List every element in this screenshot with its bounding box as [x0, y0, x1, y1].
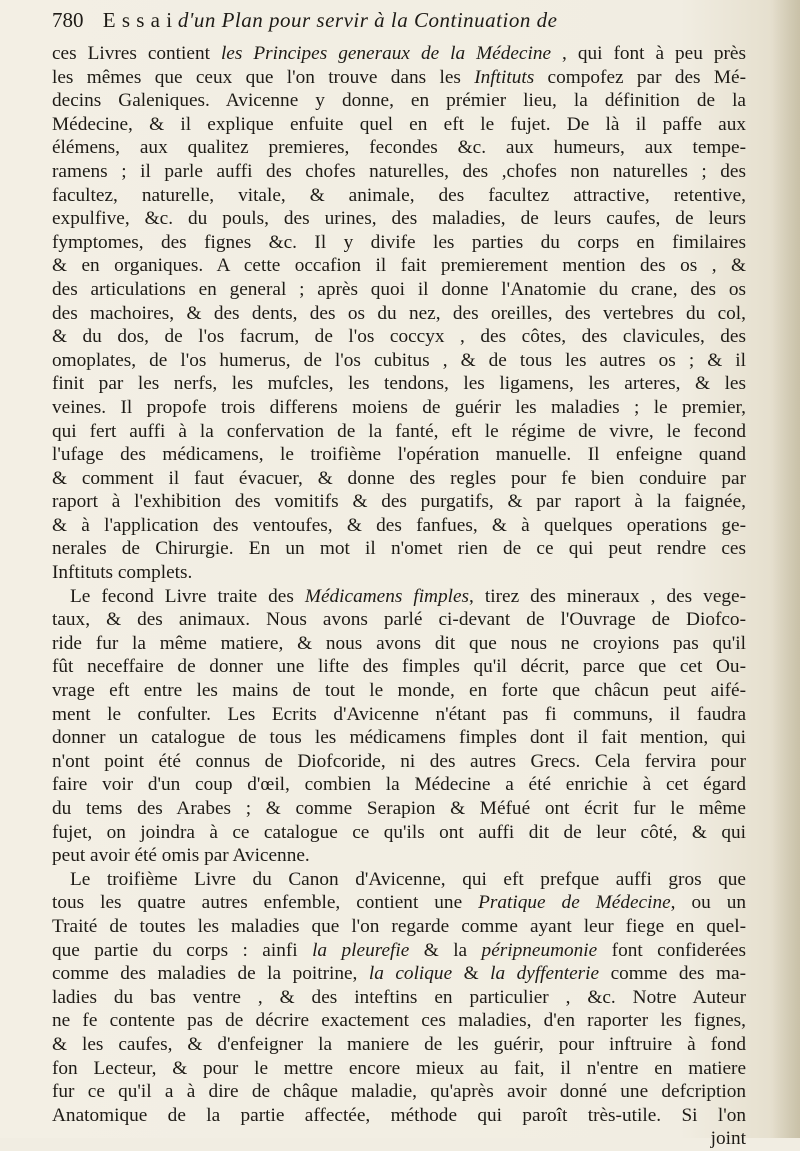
text-run: fût neceffaire de donner une lifte des fimples qu'il décrit, parce que cet Ou- [52, 656, 746, 678]
text-line [52, 726, 746, 750]
text-line [52, 821, 746, 845]
text-run: peut avoir été omis par Avicenne. [52, 845, 310, 867]
text-run: omoplates, de l'os humerus, de l'os cubitus , & de tous les autres os ; & il [52, 349, 746, 371]
text-run: & les caufes, & d'enfeigner la maniere de les guérir, pour inftruire à fond [52, 1033, 746, 1055]
text-run: & comment il faut évacuer, & donne des regles pour fe bien conduire par [52, 467, 746, 489]
text-run: joint [710, 1128, 746, 1150]
text-run: compofez par des Mé- [534, 66, 746, 88]
text-run: finit par les nerfs, les mufcles, les tendons, les ligamens, les arteres, & les [52, 373, 746, 395]
text-run: ride fur la même matiere, & nous avons dit que nous ne croyions pas qu'il [52, 632, 746, 654]
text-line [52, 420, 746, 444]
text-run: fur ce qu'il a à dire de châque maladie, qu'après avoir donné une defcription [52, 1081, 746, 1103]
italic-text: la dyffenterie [490, 963, 600, 985]
text-line [52, 184, 746, 208]
text-run: & à l'application des ventoufes, & des fanfues, & à quelques operations ge- [52, 514, 746, 536]
text-line [52, 207, 746, 231]
text-line [52, 703, 746, 727]
text-run: l'ufage des médicamens, le troifième l'opération manuelle. Il enfeigne quand [52, 444, 746, 466]
text-line [52, 1057, 746, 1081]
text-run: Traité de toutes les maladies que l'on regarde comme ayant leur fiege en quel- [52, 915, 746, 937]
text-line [52, 561, 746, 585]
text-run: & [452, 963, 491, 985]
text-line [52, 891, 746, 915]
text-line [52, 490, 746, 514]
text-run: raport à l'exhibition des vomitifs & des purgatifs, & par raport à la faignée, [52, 491, 746, 513]
text-run: facultez, naturelle, vitale, & animale, des facultez attractive, retentive, [52, 184, 746, 206]
italic-text: la pleurefie [312, 939, 410, 961]
text-run: nerales de Chirurgie. En un mot il n'omet rien de ce qui peut rendre ces [52, 538, 746, 560]
text-run: decins Galeniques. Avicenne y donne, en prémier lieu, la définition de la [52, 90, 746, 112]
text-run: Inftituts complets. [52, 562, 193, 584]
text-line [52, 962, 746, 986]
text-line [52, 679, 746, 703]
text-line [52, 136, 746, 160]
text-line [52, 939, 746, 963]
text-run: comme des maladies de la poitrine, [52, 963, 369, 985]
italic-text: les Principes generaux de la Médecine [220, 43, 552, 64]
text-line [52, 514, 746, 538]
text-run: fon Lecteur, & pour le mettre encore mieux au fait, il n'entre en matiere [52, 1057, 746, 1079]
body-text [52, 42, 746, 1151]
text-line [52, 773, 746, 797]
text-line [52, 231, 746, 255]
text-line [52, 1127, 746, 1151]
text-run: Anatomique de la partie affectée, méthode qui paroît très-utile. Si l'on [52, 1104, 746, 1126]
italic-text: la colique [368, 963, 453, 985]
text-run: ladies du bas ventre , & des inteftins en particulier , &c. Notre Auteur [52, 986, 746, 1008]
text-run: & du dos, de l'os facrum, de l'os coccyx , des côtes, des clavicules, des [52, 326, 746, 348]
text-line [52, 302, 746, 326]
text-line [52, 608, 746, 632]
text-line [52, 443, 746, 467]
text-line [52, 655, 746, 679]
text-run: donner un catalogue de tous les médicamens fimples dont il fait mention, qui [52, 727, 746, 749]
text-run: faire voir d'un coup d'œil, combien la Médecine a été enrichie à cet égard [52, 774, 746, 796]
text-line [52, 113, 746, 137]
text-line [52, 42, 746, 66]
running-title-prefix: E s s a i [102, 8, 173, 32]
text-run: , ou un [670, 892, 747, 914]
text-run: & en organiques. A cette occafion il fait premierement mention des os , & [52, 255, 746, 277]
text-line [52, 632, 746, 656]
text-run: ces Livres contient [52, 43, 221, 64]
text-run: Le fecond Livre traite des [70, 585, 305, 607]
text-line [52, 868, 746, 892]
text-run: fymptomes, des fignes &c. Il y divife les parties du corps en fimilaires [52, 231, 746, 253]
page-number: 780 [52, 8, 84, 32]
text-run: Médecine, & il explique enfuite quel en eft le fujet. De là il paffe aux [52, 113, 746, 135]
text-line [52, 325, 746, 349]
italic-text: Pratique de Médecine [478, 892, 671, 914]
italic-text: Médicamens fimples [304, 585, 470, 607]
text-run: Le troifième Livre du Canon d'Avicenne, qui eft prefque auffi gros que [70, 868, 746, 890]
text-line [52, 1104, 746, 1128]
text-line [52, 1080, 746, 1104]
italic-text: péripneumonie [481, 939, 598, 961]
text-line [52, 160, 746, 184]
text-line [52, 254, 746, 278]
text-line [52, 986, 746, 1010]
page-edge-shadow [772, 0, 800, 1138]
text-run: qui fert auffi à la confervation de la fanté, eft le régime de vivre, le fecond [52, 420, 746, 442]
text-line [52, 1033, 746, 1057]
text-line [52, 278, 746, 302]
text-run: expulfive, &c. du pouls, des urines, des maladies, de leurs caufes, de leurs [52, 208, 746, 230]
text-run: , qui font à peu près [551, 43, 746, 64]
text-line [52, 844, 746, 868]
text-run: n'ont point été connus de Diofcoride, ni des autres Grecs. Cela fervira pour [52, 750, 746, 772]
text-run: du tems des Arabes ; & comme Serapion & Méfué ont écrit fur le même [52, 798, 746, 819]
text-line [52, 396, 746, 420]
text-run: taux, & des animaux. Nous avons parlé ci-devant de l'Ouvrage de Diofco- [52, 609, 746, 631]
text-run: vrage eft entre les mains de tout le monde, en forte que châcun peut aifé- [52, 680, 746, 702]
text-run: des machoires, & des dents, des os du nez, des oreilles, des vertebres du col, [52, 302, 746, 324]
text-run: ramens ; il parle auffi des chofes naturelles, des ,chofes non naturelles ; des [52, 160, 746, 182]
text-line [52, 537, 746, 561]
text-line [52, 89, 746, 113]
text-run: tous les quatre autres enfemble, contient une [52, 892, 479, 914]
running-title: d'un Plan pour servir à la Continuation de [177, 8, 558, 32]
text-line [52, 372, 746, 396]
text-line [52, 349, 746, 373]
text-line [52, 66, 746, 90]
text-line [52, 750, 746, 774]
text-run: comme des ma- [599, 963, 746, 985]
text-run: les mêmes que ceux que l'on trouve dans les [52, 66, 475, 88]
text-run: que partie du corps : ainfi [52, 939, 313, 961]
text-line [52, 467, 746, 491]
text-line [52, 915, 746, 939]
text-run: fujet, on joindra à ce catalogue ce qu'ils ont auffi dit de leur côté, & qui [52, 821, 746, 843]
text-run: veines. Il propofe trois differens moiens de guérir les maladies ; le premier, [52, 396, 746, 418]
text-run: élémens, aux qualitez premieres, fecondes &c. aux humeurs, aux tempe- [52, 137, 746, 159]
running-header [52, 8, 752, 42]
text-line [52, 797, 746, 821]
text-run: ment le confulter. Les Ecrits d'Avicenne n'étant pas fi communs, il faudra [52, 703, 746, 725]
text-run: , tirez des mineraux , des vege- [469, 585, 746, 607]
text-run: & la [409, 939, 482, 961]
text-run: des articulations en general ; après quoi il donne l'Anatomie du crane, des os [52, 278, 746, 300]
italic-text: Inftituts [474, 66, 535, 88]
text-line [52, 1009, 746, 1033]
text-line [52, 585, 746, 609]
text-run: ne fe contente pas de décrire exactement ces maladies, d'en raporter les fignes, [52, 1010, 746, 1032]
text-run: font confiderées [597, 939, 747, 961]
